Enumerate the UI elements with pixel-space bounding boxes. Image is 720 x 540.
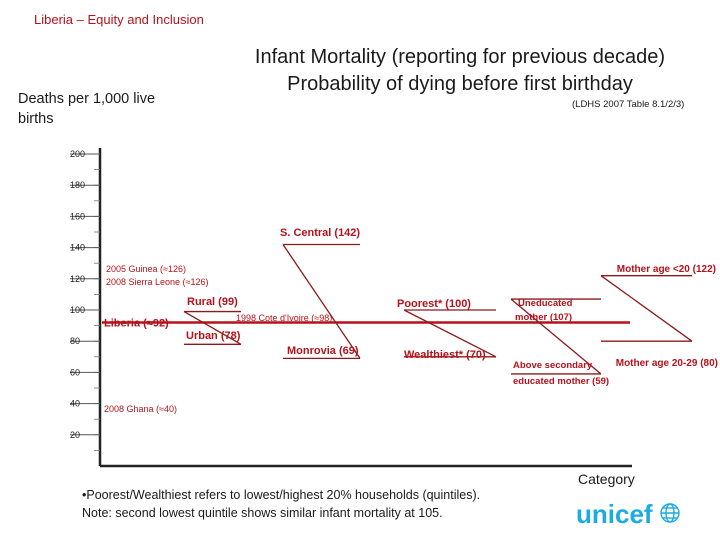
unicef-logo-text: unicef bbox=[576, 499, 653, 529]
header-title: Liberia – Equity and Inclusion bbox=[34, 12, 204, 27]
group-high-label: Mother age <20 (122) bbox=[616, 264, 716, 275]
y-axis-label: Deaths per 1,000 live births bbox=[18, 91, 156, 127]
group-high-label-line-2: mother (107) bbox=[515, 312, 573, 323]
y-tick-label: 80 bbox=[70, 336, 81, 347]
chart-title-line-1: Infant Mortality (reporting for previous decade) bbox=[254, 46, 666, 68]
group-low-label: Monrovia (69) bbox=[287, 345, 359, 357]
unicef-logo bbox=[576, 498, 686, 530]
un-emblem-icon bbox=[661, 504, 679, 522]
labels-layer bbox=[70, 149, 718, 440]
footnote-line-2: Note: second lowest quintile shows similar infant mortality at 105. bbox=[82, 506, 443, 520]
y-tick-label: 60 bbox=[70, 367, 81, 378]
footnote-line-1: •Poorest/Wealthiest refers to lowest/highest 20% households (quintiles). bbox=[82, 488, 481, 502]
comparison-label: 2008 Ghana (≈40) bbox=[104, 404, 177, 414]
y-tick-label: 180 bbox=[70, 180, 86, 191]
group-vertical-line bbox=[601, 276, 692, 342]
y-tick-label: 20 bbox=[70, 429, 81, 440]
chart-title-line-2: Probability of dying before first birthday bbox=[287, 73, 633, 95]
group-low-label: Mother age 20-29 (80) bbox=[615, 358, 718, 369]
y-tick-label: 40 bbox=[70, 398, 81, 409]
national-average-label: Liberia (≈92) bbox=[104, 317, 169, 330]
group-low-label-line-2: educated mother (59) bbox=[513, 376, 610, 387]
comparison-label: 2005 Guinea (≈126) bbox=[106, 264, 186, 274]
y-tick-label: 140 bbox=[70, 242, 86, 253]
group-vertical-line bbox=[283, 244, 360, 358]
source-note: (LDHS 2007 Table 8.1/2/3) bbox=[572, 99, 685, 110]
group-high-label: S. Central (142) bbox=[280, 227, 361, 239]
y-tick-label: 120 bbox=[70, 273, 86, 284]
footnote bbox=[82, 486, 480, 522]
comparison-label: 2008 Sierra Leone (≈126) bbox=[106, 277, 209, 287]
x-axis-label: Category bbox=[578, 471, 635, 487]
group-low-label: Above secondary bbox=[513, 360, 593, 371]
y-tick-label: 100 bbox=[70, 305, 86, 315]
y-tick-label: 160 bbox=[70, 211, 86, 222]
group-high-label: Uneducated bbox=[518, 298, 573, 309]
group-low-label: Wealthiest* (70) bbox=[404, 349, 486, 361]
y-tick-label: 200 bbox=[70, 149, 86, 159]
comparison-label: 1998 Cote d'Ivoire (≈98) bbox=[236, 313, 333, 323]
group-high-label: Rural (99) bbox=[187, 296, 238, 308]
group-low-label: Urban (78) bbox=[186, 330, 241, 342]
group-high-label: Poorest* (100) bbox=[397, 298, 471, 310]
